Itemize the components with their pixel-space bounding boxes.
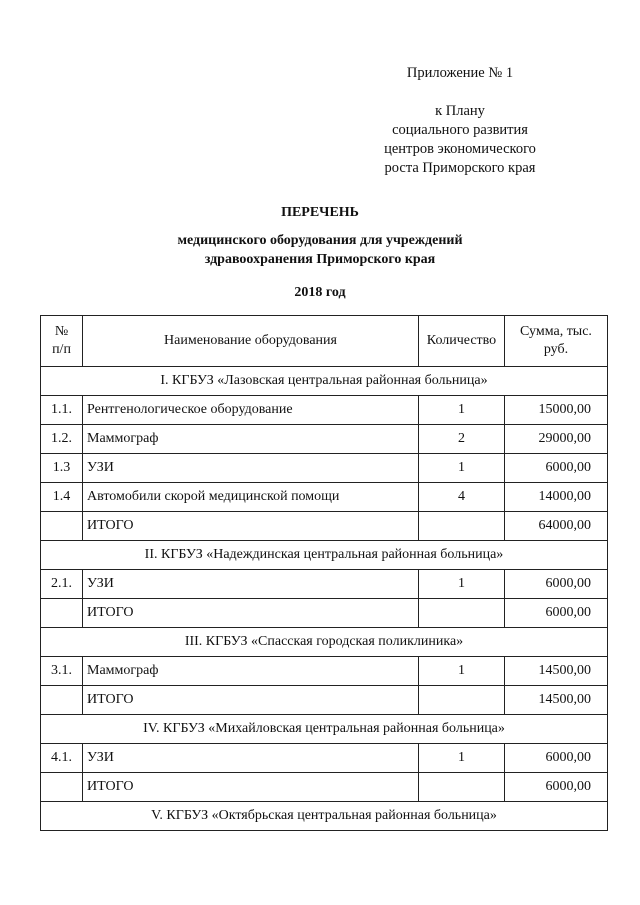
header-sum-line: руб. — [543, 342, 569, 357]
row-sum: 6000,00 — [505, 454, 608, 483]
row-qty: 1 — [419, 570, 505, 599]
total-num — [41, 599, 83, 628]
appendix-line: роста Приморского края — [384, 160, 536, 176]
row-qty: 1 — [419, 744, 505, 773]
document-title: ПЕРЕЧЕНЬ — [281, 205, 359, 220]
total-sum: 64000,00 — [505, 512, 608, 541]
header-sum — [505, 316, 608, 367]
row-sum: 14500,00 — [505, 657, 608, 686]
appendix-line: социального развития — [392, 122, 528, 138]
row-sum: 15000,00 — [505, 396, 608, 425]
row-name: Маммограф — [83, 657, 419, 686]
appendix-block — [340, 64, 580, 178]
row-num: 4.1. — [41, 744, 83, 773]
row-qty: 1 — [419, 454, 505, 483]
table-body — [41, 367, 608, 831]
document-year: 2018 год — [294, 285, 346, 300]
row-name: Маммограф — [83, 425, 419, 454]
row-num: 1.1. — [41, 396, 83, 425]
total-row — [41, 773, 608, 802]
table-row — [41, 396, 608, 425]
row-qty: 1 — [419, 657, 505, 686]
table-row — [41, 454, 608, 483]
total-sum: 6000,00 — [505, 773, 608, 802]
row-sum: 29000,00 — [505, 425, 608, 454]
row-name: УЗИ — [83, 570, 419, 599]
row-num: 2.1. — [41, 570, 83, 599]
total-label: ИТОГО — [83, 773, 419, 802]
header-name: Наименование оборудования — [83, 316, 419, 367]
header-sum-line: Сумма, тыс. — [520, 324, 592, 339]
appendix-line: центров экономического — [384, 141, 536, 157]
row-sum: 6000,00 — [505, 570, 608, 599]
subtitle-line: здравоохранения Приморского края — [204, 252, 436, 267]
row-num: 3.1. — [41, 657, 83, 686]
section-title: II. КГБУЗ «Надеждинская центральная районная больница» — [41, 541, 608, 570]
total-num — [41, 512, 83, 541]
total-num — [41, 773, 83, 802]
total-row — [41, 512, 608, 541]
section-title: V. КГБУЗ «Октябрьская центральная районная больница» — [41, 802, 608, 831]
total-label: ИТОГО — [83, 512, 419, 541]
section-row — [41, 367, 608, 396]
total-qty — [419, 599, 505, 628]
section-row — [41, 802, 608, 831]
row-sum: 14000,00 — [505, 483, 608, 512]
table-row — [41, 483, 608, 512]
header-num-line: п/п — [52, 342, 71, 357]
total-row — [41, 686, 608, 715]
total-row — [41, 599, 608, 628]
total-sum: 14500,00 — [505, 686, 608, 715]
equipment-table — [40, 315, 608, 831]
header-qty: Количество — [419, 316, 505, 367]
row-num: 1.2. — [41, 425, 83, 454]
total-label: ИТОГО — [83, 686, 419, 715]
row-qty: 2 — [419, 425, 505, 454]
row-name: Автомобили скорой медицинской помощи — [83, 483, 419, 512]
table-row — [41, 570, 608, 599]
section-title: III. КГБУЗ «Спасская городская поликлиника» — [41, 628, 608, 657]
total-qty — [419, 773, 505, 802]
row-qty: 4 — [419, 483, 505, 512]
section-row — [41, 628, 608, 657]
table-row — [41, 657, 608, 686]
document-subtitle — [0, 231, 640, 269]
appendix-title: Приложение № 1 — [406, 65, 514, 81]
table-row — [41, 744, 608, 773]
row-name: УЗИ — [83, 454, 419, 483]
row-num: 1.3 — [41, 454, 83, 483]
row-sum: 6000,00 — [505, 744, 608, 773]
total-num — [41, 686, 83, 715]
row-qty: 1 — [419, 396, 505, 425]
total-qty — [419, 512, 505, 541]
total-label: ИТОГО — [83, 599, 419, 628]
subtitle-line: медицинского оборудования для учреждений — [177, 233, 463, 248]
row-name: УЗИ — [83, 744, 419, 773]
table-header-row — [41, 316, 608, 367]
row-num: 1.4 — [41, 483, 83, 512]
row-name: Рентгенологическое оборудование — [83, 396, 419, 425]
header-num-line: № — [54, 324, 69, 339]
section-row — [41, 715, 608, 744]
total-sum: 6000,00 — [505, 599, 608, 628]
header-num — [41, 316, 83, 367]
total-qty — [419, 686, 505, 715]
section-title: I. КГБУЗ «Лазовская центральная районная больница» — [41, 367, 608, 396]
table-row — [41, 425, 608, 454]
section-title: IV. КГБУЗ «Михайловская центральная районная больница» — [41, 715, 608, 744]
appendix-line: к Плану — [435, 103, 485, 119]
section-row — [41, 541, 608, 570]
